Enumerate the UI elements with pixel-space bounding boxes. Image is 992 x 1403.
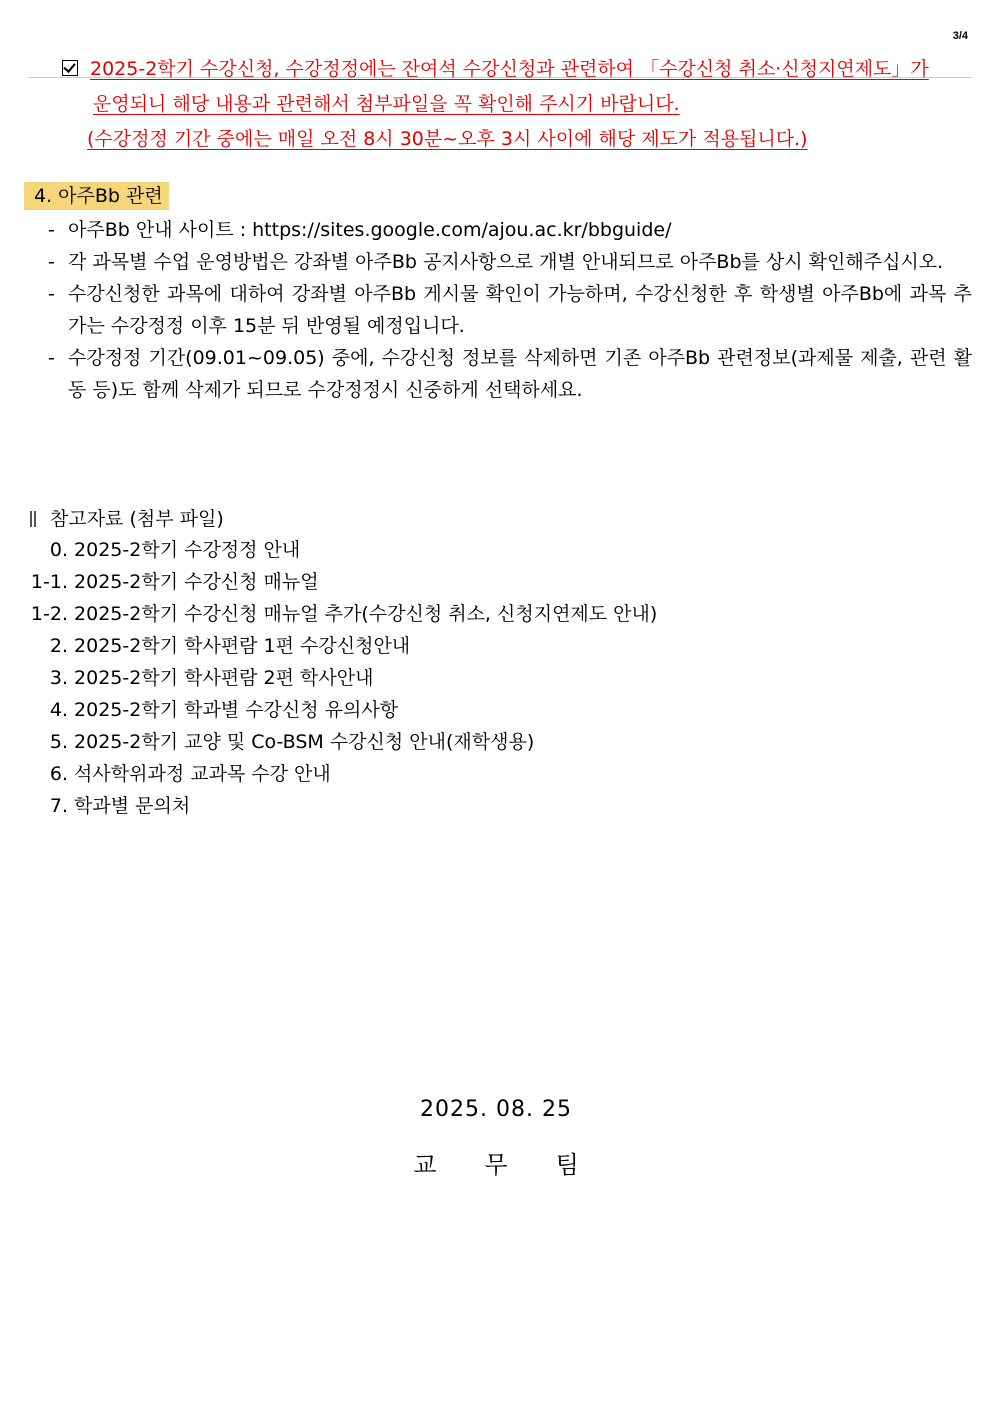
reference-item bbox=[24, 758, 657, 790]
reference-item bbox=[24, 726, 657, 758]
dash-bullet: - bbox=[48, 251, 55, 273]
reference-number: 1-2. bbox=[30, 603, 68, 625]
page-number: 3/4 bbox=[952, 30, 968, 42]
reference-item bbox=[24, 630, 657, 662]
section-4-list bbox=[48, 214, 972, 406]
reference-title: 2025-2학기 학과별 수강신청 유의사항 bbox=[74, 699, 399, 721]
dash-bullet: - bbox=[48, 219, 55, 241]
reference-title: 2025-2학기 학사편람 1편 수강신청안내 bbox=[74, 635, 411, 657]
list-item bbox=[48, 278, 972, 342]
list-item bbox=[48, 342, 972, 406]
reference-number: 1-1. bbox=[30, 571, 68, 593]
notice-text-2: 운영되니 해당 내용과 관련해서 첨부파일을 꼭 확인해 주시기 바랍니다. bbox=[93, 93, 680, 115]
references-heading-text: 참고자료 (첨부 파일) bbox=[50, 508, 224, 530]
reference-number: 2. bbox=[49, 635, 68, 657]
reference-title: 학과별 문의처 bbox=[74, 795, 191, 817]
checkbox-checked-icon bbox=[62, 60, 78, 76]
references-heading bbox=[30, 504, 224, 534]
reference-title: 2025-2학기 수강정정 안내 bbox=[74, 539, 301, 561]
reference-number: 4. bbox=[49, 699, 68, 721]
references-list bbox=[24, 534, 657, 822]
reference-item bbox=[24, 694, 657, 726]
list-item bbox=[48, 246, 972, 278]
reference-number: 7. bbox=[49, 795, 68, 817]
dash-bullet: - bbox=[48, 347, 55, 369]
reference-item bbox=[24, 598, 657, 630]
list-item-text: 수강정정 기간(09.01~09.05) 중에, 수강신청 정보를 삭제하면 기존 아주Bb 관련정보(과제물 제출, 관련 활동 등)도 함께 삭제가 되므로 수강정정시 신중하게 선택하세요. bbox=[68, 347, 972, 401]
notice-text-3: (수강정정 기간 중에는 매일 오전 8시 30분~오후 3시 사이에 해당 제도가 적용됩니다.) bbox=[87, 128, 808, 150]
list-item bbox=[48, 214, 972, 246]
reference-item bbox=[24, 534, 657, 566]
reference-item bbox=[24, 662, 657, 694]
reference-item bbox=[24, 566, 657, 598]
reference-number: 6. bbox=[49, 763, 68, 785]
double-bar-icon bbox=[30, 511, 36, 527]
reference-title: 2025-2학기 교양 및 Co-BSM 수강신청 안내(재학생용) bbox=[74, 731, 535, 753]
list-item-text: 수강신청한 과목에 대하여 강좌별 아주Bb 게시물 확인이 가능하며, 수강신청한 후 학생별 아주Bb에 과목 추가는 수강정정 이후 15분 뒤 반영될 예정입니다. bbox=[68, 283, 972, 337]
section-4-heading: 4. 아주Bb 관련 bbox=[24, 182, 169, 210]
notice-block bbox=[62, 52, 972, 157]
document-date: 2025. 08. 25 bbox=[420, 1097, 572, 1122]
dash-bullet: - bbox=[48, 283, 55, 305]
list-item-text: 각 과목별 수업 운영방법은 강좌별 아주Bb 공지사항으로 개별 안내되므로 아주Bb를 상시 확인해주십시오. bbox=[68, 251, 944, 273]
reference-item bbox=[24, 790, 657, 822]
bbguide-link-text[interactable]: 아주Bb 안내 사이트 : https://sites.google.com/ajou.ac.kr/bbguide/ bbox=[68, 219, 672, 241]
reference-title: 2025-2학기 수강신청 매뉴얼 bbox=[74, 571, 319, 593]
notice-text-1: 2025-2학기 수강신청, 수강정정에는 잔여석 수강신청과 관련하여 「수강신청 취소·신청지연제도」가 bbox=[90, 58, 929, 80]
notice-line-2 bbox=[62, 87, 972, 122]
notice-line-3 bbox=[62, 122, 972, 157]
reference-number: 3. bbox=[49, 667, 68, 689]
reference-number: 5. bbox=[49, 731, 68, 753]
reference-title: 석사학위과정 교과목 수강 안내 bbox=[74, 763, 331, 785]
reference-title: 2025-2학기 수강신청 매뉴얼 추가(수강신청 취소, 신청지연제도 안내) bbox=[74, 603, 658, 625]
issuing-team: 교무팀 bbox=[413, 1151, 627, 1179]
reference-title: 2025-2학기 학사편람 2편 학사안내 bbox=[74, 667, 374, 689]
reference-number: 0. bbox=[49, 539, 68, 561]
notice-line-1 bbox=[62, 52, 972, 87]
